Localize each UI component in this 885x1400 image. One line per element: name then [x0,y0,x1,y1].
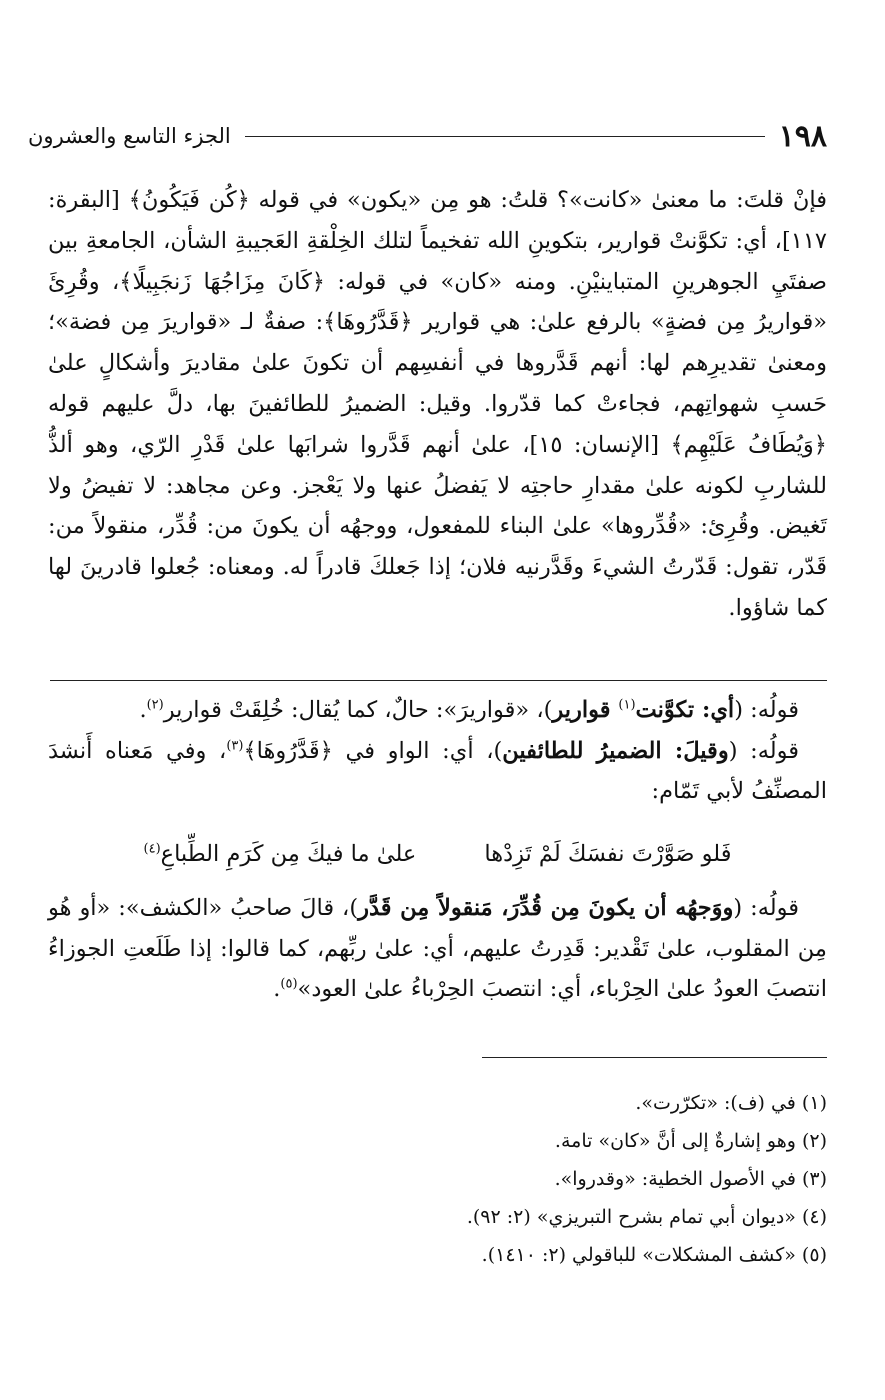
footnote-4: (٤) «ديوان أبي تمام بشرح التبريزي» (٢: ٩٢). [466,1206,827,1228]
header-rule [245,136,765,137]
commentary-paragraph-1 [48,690,827,731]
footnote-ref-3: (٣) [226,738,244,753]
footnote-5: (٥) «كشف المشكلات» للباقولي (٢: ١٤١٠). [481,1244,827,1266]
commentary-separator [50,680,827,681]
commentary-paragraph-3 [48,888,827,1010]
commentary-paragraph-2 [48,731,827,812]
page-number: ١٩٨ [778,118,827,154]
comment-prefix: قولُه: ( [734,697,799,723]
commentary-block [48,690,827,1010]
poetry-verse [48,834,827,875]
comment-text: )، «قواريرَ»: حالٌ، كما يُقال: خُلِقَتْ قوارير [163,697,553,723]
footnote-3: (٣) في الأصول الخطية: «وقدروا». [554,1168,827,1190]
footnote-separator [482,1057,827,1058]
comment-end: . [273,976,281,1002]
footnote-2: (٢) وهو إشارةٌ إلى أنَّ «كان» تامة. [554,1130,827,1152]
page-header [28,116,827,156]
quoted-phrase: أي: تكوَّنت [635,697,735,723]
main-text-block [48,180,827,629]
footnote-ref-1: (١) [618,697,636,713]
verse-second-hemistich [144,834,417,875]
quoted-phrase: وقيلَ: الضميرُ للطائفين [502,737,729,764]
footnote-ref-5: (٥) [280,976,298,992]
comment-text: )، قالَ صاحبُ «الكشف»: «أو هُو مِن المقلوب، علىٰ تَقْدير: قَدِرتُ عليهم، أي: علىٰ ربِّهم، كما قالوا: إذا طَلَعتِ الجوزاءُ انتصبَ العودُ علىٰ الحِرْباء، أي: انتصبَ الحِرْباءُ علىٰ العود» [48,895,827,1002]
verse-first-hemistich: فَلو صَوَّرْتَ نفسَكَ لَمْ تَزِدْها [484,840,732,867]
comment-text-rest: ، وفي مَعناه أَنشدَ المصنِّفُ لأبي تَمّام: [48,737,827,804]
running-head: الجزء التاسع والعشرون [28,124,231,148]
verse-second-text: علىٰ ما فيكَ مِن كَرَمِ الطِّباعِ [160,840,417,867]
comment-end: . [139,697,147,723]
footnote-1: (١) في (ف): «تكرّرت». [635,1092,827,1114]
comment-text: )، أي: الواو في ﴿قَدَّرُوهَا﴾ [243,737,503,764]
main-paragraph: فإنْ قلتَ: ما معنىٰ «كانت»؟ قلتُ: هو مِن «يكون» في قوله ﴿كُن فَيَكُونُ﴾ [البقرة: ١١٧]، أي: تكوَّنتْ قوارير، بتكوينِ الله تفخيماً لتلك الخِلْقةِ العَجيبةِ الشأن، الجامعةِ بين صفتَيِ الجوهرينِ المتباينيْنِ. ومنه «كان» في قوله: ﴿كَانَ مِزَاجُهَا زَنجَبِيلًا﴾، وقُرِئَ «قواريرُ مِن فضةٍ» بالرفع علىٰ: هي قوارير ﴿قَدَّرُوهَا﴾: صفةٌ لـ «قواريرَ مِن فضة»؛ ومعنىٰ تقديرِهم لها: أنهم قَدَّروها في أنفسِهم أن تكونَ علىٰ مقاديرَ وأشكالٍ علىٰ حَسبِ شهواتِهم، فجاءتْ كما قدّروا. وقيل: الضميرُ للطائفينَ بها، دلَّ عليهم قوله ﴿وَيُطَافُ عَلَيْهِم﴾ [الإنسان: ١٥]، علىٰ أنهم قَدَّروا شرابَها علىٰ قَدْرِ الرّي، وهو ألذُّ للشاربِ لكونه علىٰ مقدارِ حاجتِه لا يَفضلُ عنها ولا يَعْجز. وعن مجاهد: لا تفيضُ ولا تَغيض. وقُرِئ: «قُدِّروها» علىٰ البناء للمفعول، ووجهُه أن يكونَ من: قُدِّر، منقولاً من: قَدّر، تقول: قَدّرتُ الشيءَ وقَدَّرنيه فلان؛ إذا جَعلكَ قادراً له. ومعناه: جُعلوا قادرينَ لها كما شاؤوا. [48,187,827,621]
quoted-phrase-2: قوارير [552,697,619,723]
footnote-ref-4: (٤) [143,841,161,856]
quoted-phrase: ووَجهُه أن يكونَ مِن قُدِّرَ، مَنقولاً مِن قَدَّر [358,895,734,921]
footnotes-list [48,1084,827,1274]
comment-prefix: قولُه: ( [733,895,799,921]
comment-prefix: قولُه: ( [728,737,799,764]
footnote-ref-2: (٢) [146,697,164,713]
